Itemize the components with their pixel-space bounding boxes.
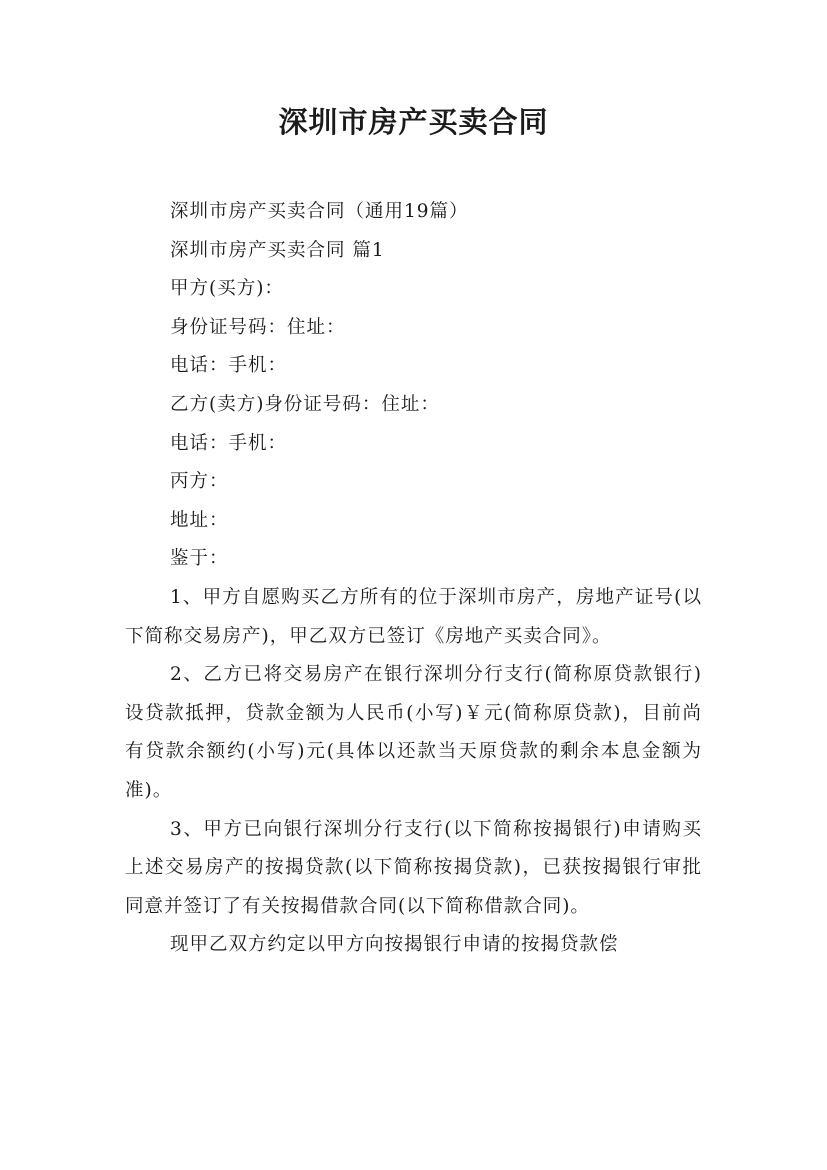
party-b-phone-line: 电话：手机： — [170, 432, 288, 454]
document-title: 深圳市房产买卖合同 — [278, 105, 549, 139]
party-c-line: 丙方： — [170, 471, 229, 493]
clause-paragraph-2: 2、乙方已将交易房产在银行深圳分行支行(简称原贷款银行)设贷款抵押，贷款金额为人民币(小写)￥元(简称原贷款)，目前尚有贷款余额约(小写)元(具体以还款当天原贷款的剩余本息金额为准)。 — [125, 664, 702, 801]
party-a-id-address-line: 身份证号码：住址： — [170, 316, 346, 338]
clause-paragraph-3: 3、甲方已向银行深圳分行支行(以下简称按揭银行)申请购买上述交易房产的按揭贷款(以下简称按揭贷款)，已获按揭银行审批同意并签订了有关按揭借款合同(以下简称借款合同)。 — [125, 818, 702, 917]
party-c-address-line: 地址： — [170, 509, 229, 531]
agreement-paragraph: 现甲乙双方约定以甲方向按揭银行申请的按揭贷款偿 — [170, 934, 619, 956]
document-body — [125, 193, 702, 965]
section-heading: 深圳市房产买卖合同 篇1 — [170, 239, 385, 261]
party-a-phone-line: 电话：手机： — [170, 355, 288, 377]
party-a-line: 甲方(买方)： — [170, 278, 284, 300]
whereas-line: 鉴于： — [170, 548, 229, 570]
subtitle-line: 深圳市房产买卖合同（通用19篇） — [170, 201, 469, 222]
party-b-line: 乙方(卖方)身份证号码：住址： — [170, 393, 440, 415]
clause-paragraph-1: 1、甲方自愿购买乙方所有的位于深圳市房产，房地产证号(以下简称交易房产)，甲乙双方已签订《房地产买卖合同》。 — [125, 586, 702, 647]
